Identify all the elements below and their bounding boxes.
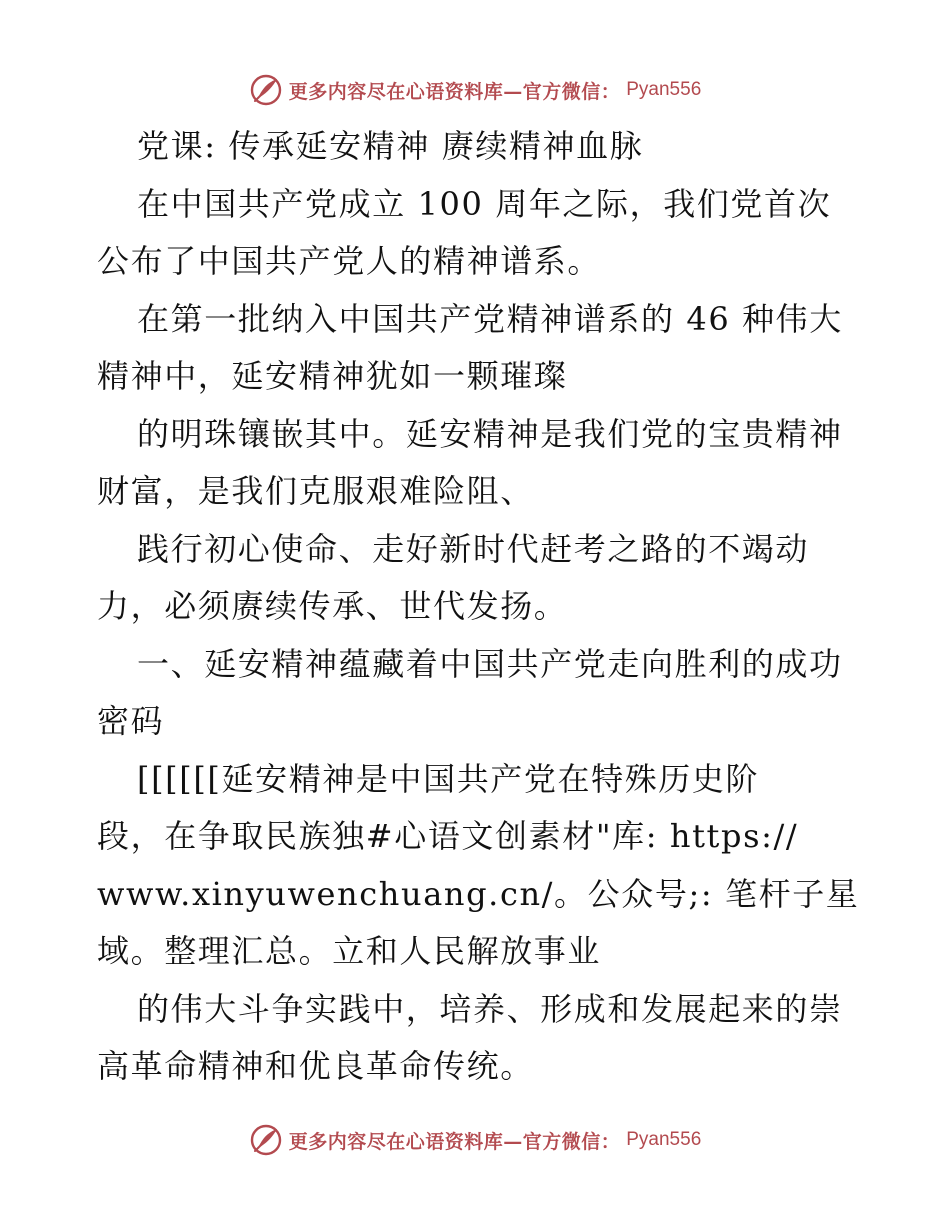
body-line: 的明珠镶嵌其中。延安精神是我们党的宝贵精神: [137, 414, 843, 453]
body-line: [[[[[[延安精神是中国共产党在特殊历史阶: [137, 759, 760, 798]
body-line: 高革命精神和优良革命传统。: [97, 1047, 534, 1085]
header-watermark-banner: [0, 70, 950, 110]
body-line: 段，在争取民族独#心语文创素材"库: https://: [97, 817, 799, 855]
feather-quill-logo-icon: [249, 73, 283, 107]
body-line: 在第一批纳入中国共产党精神谱系的 46 种伟大: [137, 299, 843, 338]
body-line: 的伟大斗争实践中，培养、形成和发展起来的崇: [137, 989, 843, 1028]
banner-wechat-handle: Pyan556: [626, 1129, 702, 1150]
body-line: www.xinyuwenchuang.cn/。公众号;: 笔杆子星: [97, 874, 860, 913]
banner-text: 更多内容尽在心语资料库—官方微信：: [288, 1130, 621, 1153]
feather-quill-logo-icon: [249, 1123, 283, 1157]
body-line: 在中国共产党成立 100 周年之际，我们党首次: [137, 184, 832, 223]
document-body: [97, 118, 860, 1096]
footer-watermark-banner: [0, 1120, 950, 1160]
banner-wechat-handle: Pyan556: [626, 79, 702, 100]
body-line: 精神中，延安精神犹如一颗璀璨: [97, 357, 568, 395]
body-line: 财富，是我们克服艰难险阻、: [97, 472, 534, 510]
body-line: 域。整理汇总。立和人民解放事业: [97, 932, 602, 970]
section-heading-line: 一、延安精神蕴藏着中国共产党走向胜利的成功: [137, 644, 843, 683]
banner-text: 更多内容尽在心语资料库—官方微信：: [288, 80, 621, 103]
document-title: 党课: 传承延安精神 赓续精神血脉: [137, 127, 644, 165]
body-line: 践行初心使命、走好新时代赶考之路的不竭动: [137, 529, 810, 568]
section-heading-line: 密码: [97, 702, 165, 740]
body-line: 力，必须赓续传承、世代发扬。: [97, 587, 568, 625]
body-line: 公布了中国共产党人的精神谱系。: [97, 242, 602, 280]
